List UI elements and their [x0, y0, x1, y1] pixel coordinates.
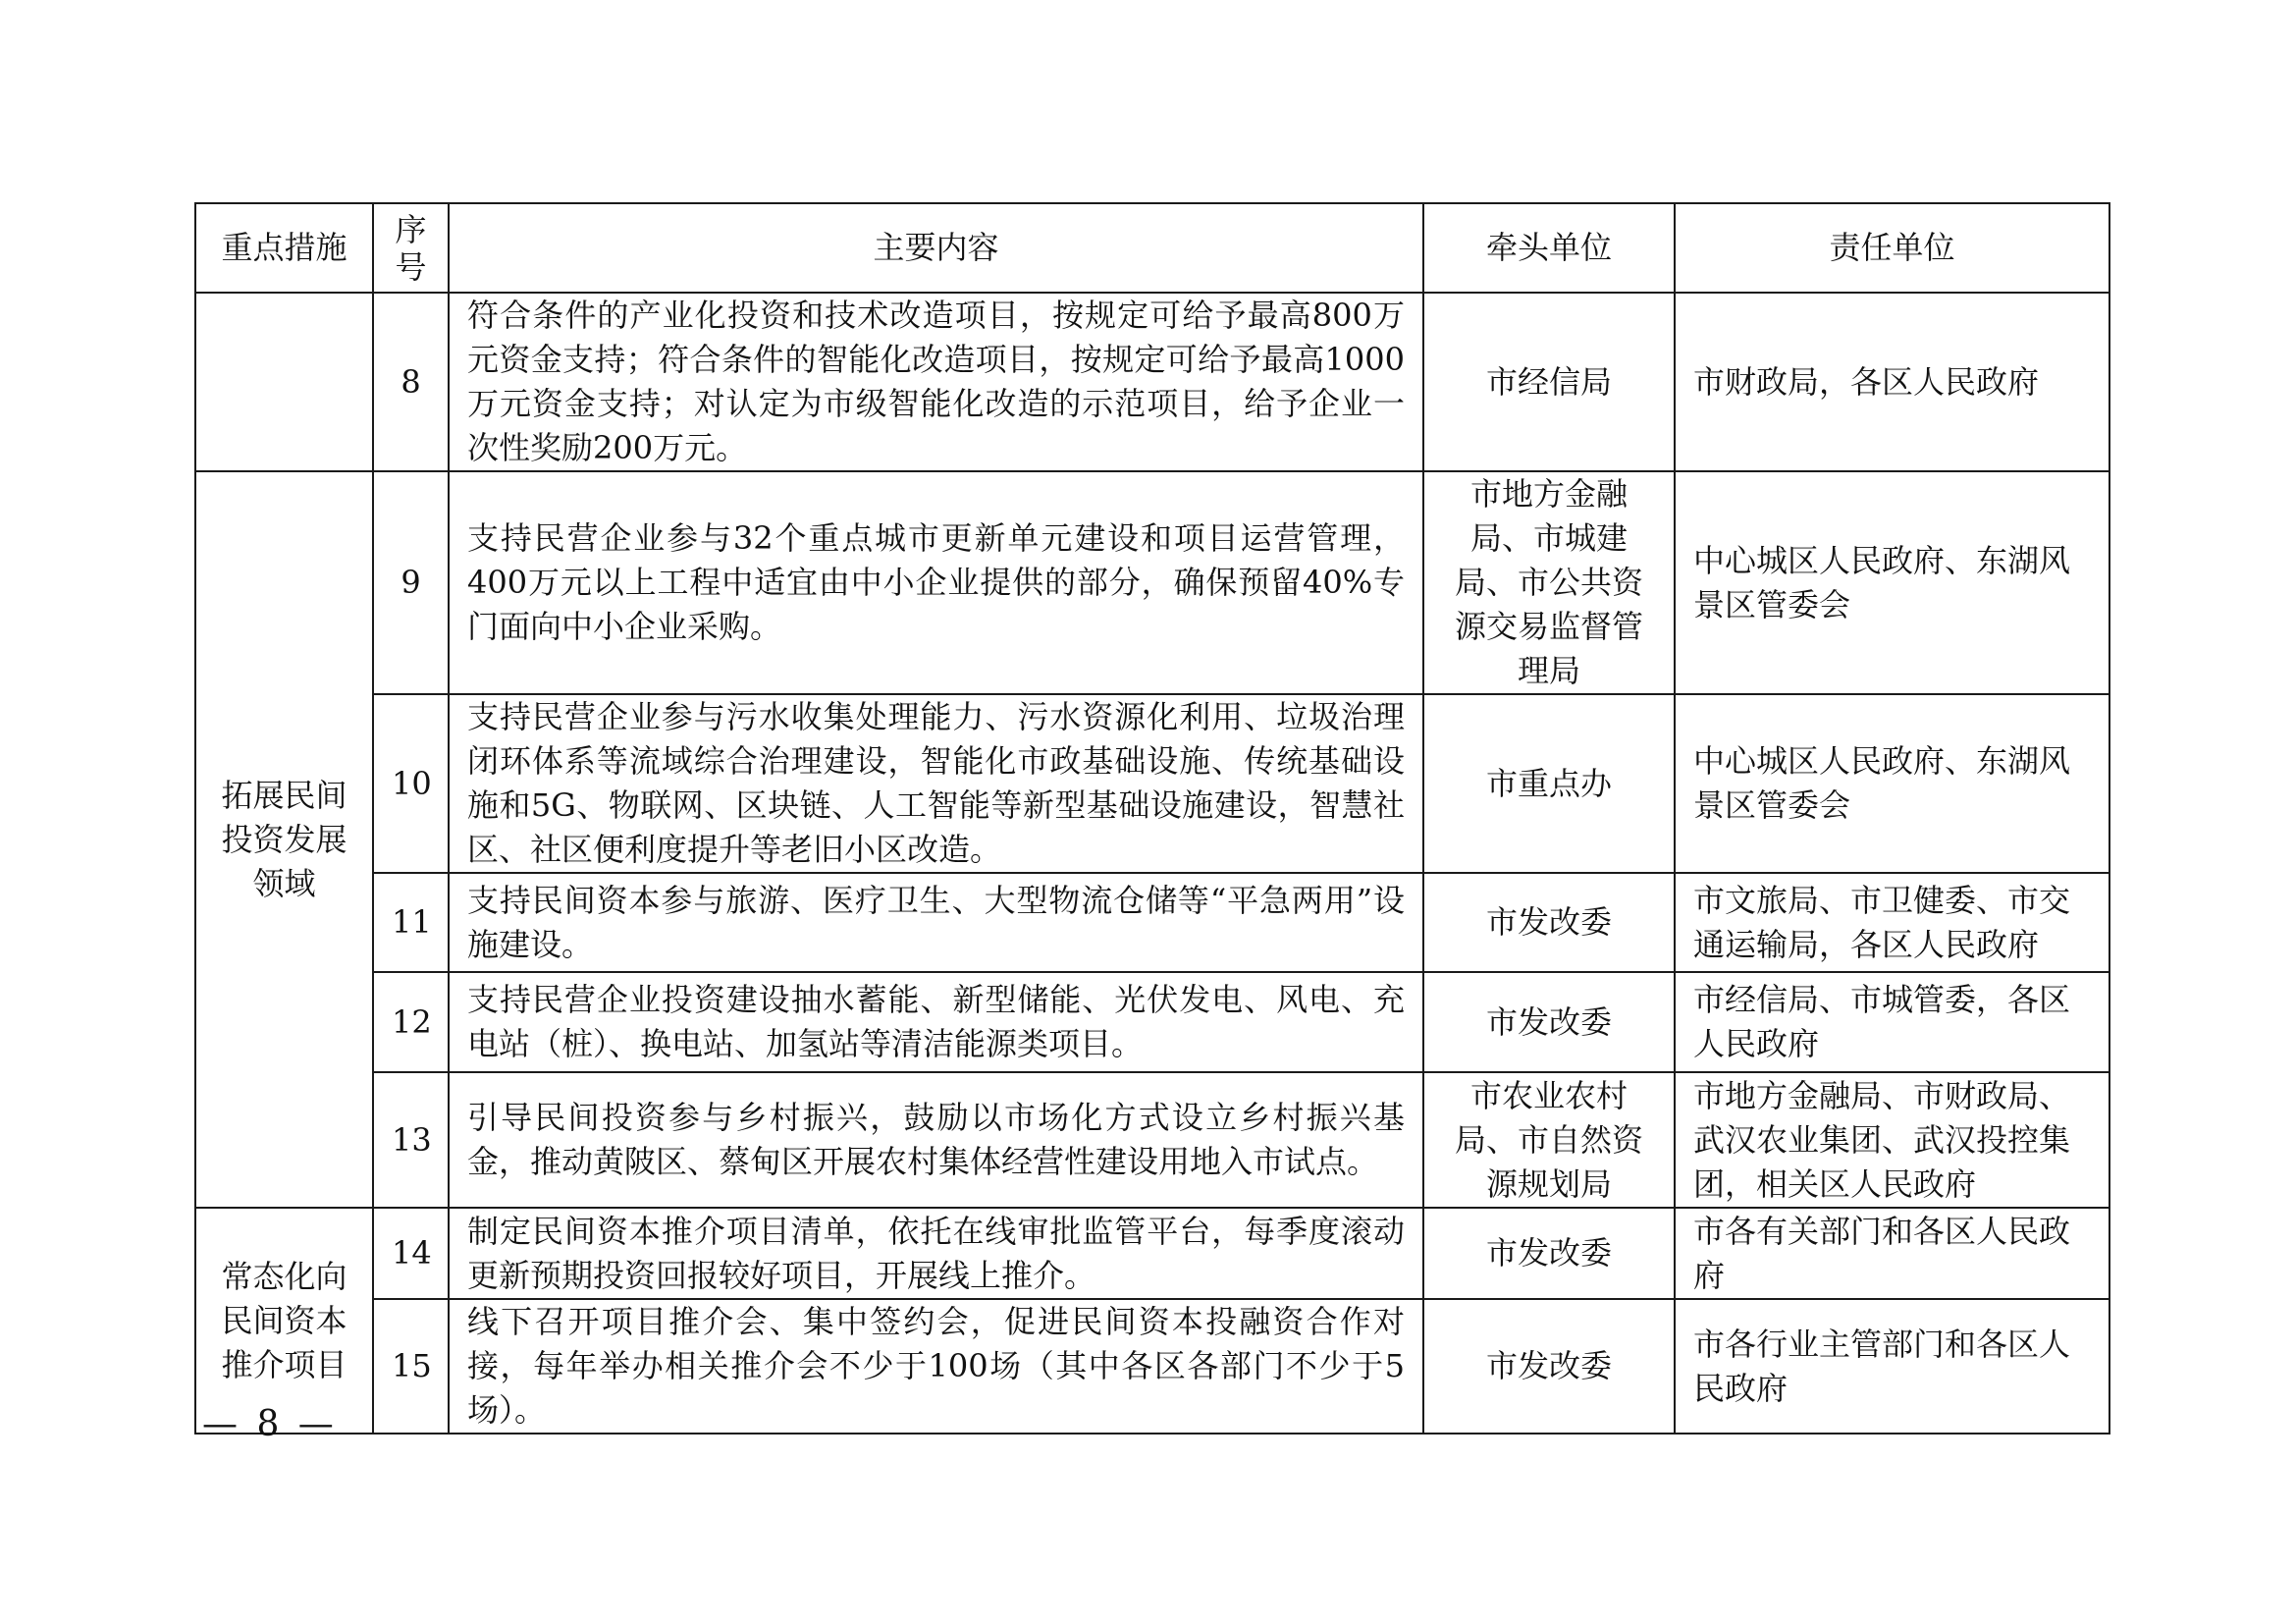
category-expand: 拓展民间投资发展领域 — [195, 471, 373, 1208]
row-seq: 9 — [373, 471, 449, 694]
row-seq: 15 — [373, 1299, 449, 1434]
row-lead: 市地方金融局、市城建局、市公共资源交易监督管理局 — [1423, 471, 1675, 694]
measures-table — [194, 202, 2110, 1435]
header-seq: 序号 — [373, 203, 449, 293]
row-content: 符合条件的产业化投资和技术改造项目，按规定可给予最高800万元资金支持；符合条件的智能化改造项目，按规定可给予最高1000万元资金支持；对认定为市级智能化改造的示范项目，给予企业一次性奖励200万元。 — [449, 293, 1423, 471]
row-lead: 市农业农村局、市自然资源规划局 — [1423, 1072, 1675, 1208]
page-number: — 8 — — [202, 1404, 338, 1444]
category-promote: 常态化向民间资本推介项目 — [195, 1208, 373, 1434]
row-content: 支持民营企业投资建设抽水蓄能、新型储能、光伏发电、风电、充电站（桩）、换电站、加氢站等清洁能源类项目。 — [449, 972, 1423, 1072]
table-row — [195, 873, 2109, 972]
row-lead: 市发改委 — [1423, 1299, 1675, 1434]
row-resp: 市各有关部门和各区人民政府 — [1675, 1208, 2109, 1299]
row-lead: 市发改委 — [1423, 873, 1675, 972]
table-row — [195, 293, 2109, 471]
row-seq: 14 — [373, 1208, 449, 1299]
row-content: 制定民间资本推介项目清单，依托在线审批监管平台，每季度滚动更新预期投资回报较好项目，开展线上推介。 — [449, 1208, 1423, 1299]
row-resp: 市地方金融局、市财政局、武汉农业集团、武汉投控集团，相关区人民政府 — [1675, 1072, 2109, 1208]
row-content: 支持民营企业参与32个重点城市更新单元建设和项目运营管理，400万元以上工程中适宜由中小企业提供的部分，确保预留40%专门面向中小企业采购。 — [449, 471, 1423, 694]
header-measure: 重点措施 — [195, 203, 373, 293]
row-resp: 市经信局、市城管委，各区人民政府 — [1675, 972, 2109, 1072]
table-header-row — [195, 203, 2109, 293]
row-seq: 13 — [373, 1072, 449, 1208]
table-row — [195, 471, 2109, 694]
table-row — [195, 694, 2109, 873]
row-lead: 市发改委 — [1423, 972, 1675, 1072]
row-seq: 12 — [373, 972, 449, 1072]
row-lead: 市发改委 — [1423, 1208, 1675, 1299]
row-resp: 市财政局，各区人民政府 — [1675, 293, 2109, 471]
row-seq: 8 — [373, 293, 449, 471]
row-lead: 市重点办 — [1423, 694, 1675, 873]
row-content: 引导民间投资参与乡村振兴，鼓励以市场化方式设立乡村振兴基金，推动黄陂区、蔡甸区开展农村集体经营性建设用地入市试点。 — [449, 1072, 1423, 1208]
row-seq: 10 — [373, 694, 449, 873]
row-resp: 市各行业主管部门和各区人民政府 — [1675, 1299, 2109, 1434]
table-row — [195, 1208, 2109, 1299]
row-resp: 中心城区人民政府、东湖风景区管委会 — [1675, 471, 2109, 694]
row-content: 支持民营企业参与污水收集处理能力、污水资源化利用、垃圾治理闭环体系等流域综合治理建设，智能化市政基础设施、传统基础设施和5G、物联网、区块链、人工智能等新型基础设施建设，智慧社区、社区便利度提升等老旧小区改造。 — [449, 694, 1423, 873]
row-seq: 11 — [373, 873, 449, 972]
row-resp: 市文旅局、市卫健委、市交通运输局，各区人民政府 — [1675, 873, 2109, 972]
header-content: 主要内容 — [449, 203, 1423, 293]
category-cell-empty — [195, 293, 373, 471]
table-row — [195, 1072, 2109, 1208]
table-row — [195, 972, 2109, 1072]
header-resp: 责任单位 — [1675, 203, 2109, 293]
header-lead: 牵头单位 — [1423, 203, 1675, 293]
row-lead: 市经信局 — [1423, 293, 1675, 471]
table-row — [195, 1299, 2109, 1434]
row-content: 线下召开项目推介会、集中签约会，促进民间资本投融资合作对接，每年举办相关推介会不少于100场（其中各区各部门不少于5场）。 — [449, 1299, 1423, 1434]
row-content: 支持民间资本参与旅游、医疗卫生、大型物流仓储等“平急两用”设施建设。 — [449, 873, 1423, 972]
row-resp: 中心城区人民政府、东湖风景区管委会 — [1675, 694, 2109, 873]
